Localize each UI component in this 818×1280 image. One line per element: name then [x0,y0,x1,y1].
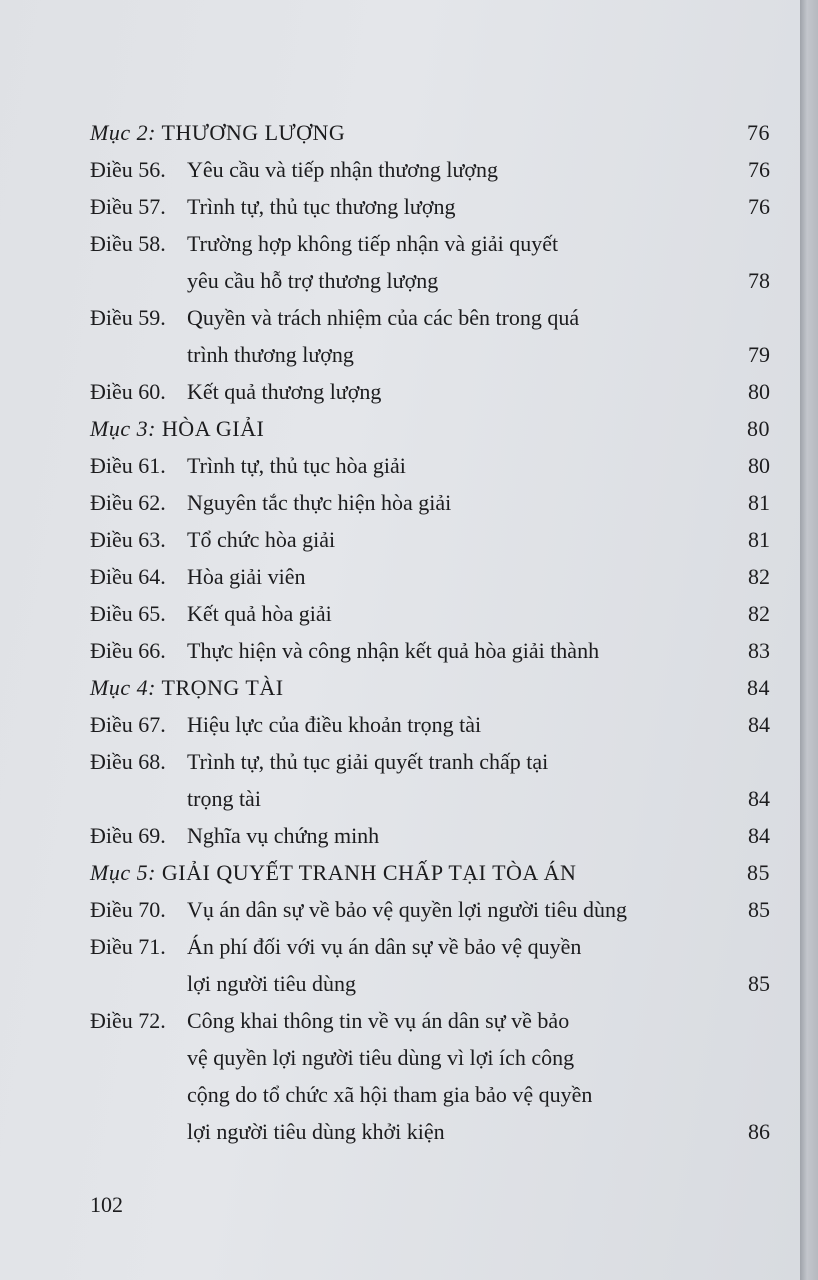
toc-entry [90,1002,770,1150]
toc-page-number: 85 [748,897,770,922]
article-title: Trường hợp không tiếp nhận và giải quyết [187,231,559,256]
article-number: Điều 62. [90,490,166,515]
toc-line [90,669,770,706]
article-title: Công khai thông tin về vụ án dân sự về bảo [187,1008,570,1033]
toc-line [90,484,770,521]
toc-section-heading [90,669,770,706]
toc-line [90,817,770,854]
article-title: Kết quả thương lượng [187,379,382,404]
toc-line [90,780,770,817]
toc-line [90,521,770,558]
article-title: Yêu cầu và tiếp nhận thương lượng [187,157,499,182]
toc-entry [90,299,770,373]
page-number: 102 [90,1192,123,1217]
toc-page-number: 81 [748,527,770,552]
article-title: Nguyên tắc thực hiện hòa giải [187,490,452,515]
article-title: Quyền và trách nhiệm của các bên trong quá [187,305,580,330]
article-title: Kết quả hòa giải [187,601,332,626]
toc-entry [90,632,770,669]
table-of-contents [90,114,770,1150]
toc-line [90,114,770,151]
toc-entry [90,928,770,1002]
toc-page-number: 78 [748,268,770,293]
toc-page-number: 84 [747,675,770,700]
toc-line [90,854,770,891]
toc-page-number: 84 [748,823,770,848]
article-number: Điều 56. [90,157,166,182]
section-label: Mục 3: [90,416,156,441]
toc-entry [90,188,770,225]
toc-line [90,1076,770,1113]
toc-line [90,151,770,188]
toc-entry [90,151,770,188]
page-edge [800,0,818,1280]
article-number: Điều 57. [90,194,166,219]
toc-entry [90,484,770,521]
toc-line [90,743,770,780]
toc-entry [90,521,770,558]
toc-line [90,558,770,595]
toc-page-number: 76 [748,157,770,182]
section-label: Mục 5: [90,860,156,885]
article-title: Án phí đối với vụ án dân sự về bảo vệ quyền [187,934,582,959]
article-title: trọng tài [187,786,261,811]
toc-section-heading [90,854,770,891]
article-number: Điều 67. [90,712,166,737]
section-title: HÒA GIẢI [161,416,265,441]
toc-line [90,336,770,373]
article-number: Điều 71. [90,934,166,959]
toc-page-number: 85 [747,860,770,885]
toc-line [90,965,770,1002]
toc-line [90,706,770,743]
section-title: GIẢI QUYẾT TRANH CHẤP TẠI TÒA ÁN [161,860,577,885]
article-title: Trình tự, thủ tục giải quyết tranh chấp tại [187,749,549,774]
toc-line [90,928,770,965]
article-title: Thực hiện và công nhận kết quả hòa giải thành [187,638,600,663]
toc-line [90,225,770,262]
article-title: Tổ chức hòa giải [187,527,336,552]
article-number: Điều 63. [90,527,166,552]
toc-page-number: 84 [748,712,770,737]
toc-section-heading [90,114,770,151]
toc-line [90,1039,770,1076]
article-title: cộng do tổ chức xã hội tham gia bảo vệ quyền [187,1082,593,1107]
toc-line [90,891,770,928]
article-title: lợi người tiêu dùng [187,971,357,996]
article-title: Vụ án dân sự về bảo vệ quyền lợi người tiêu dùng [187,897,627,922]
toc-entry [90,225,770,299]
article-title: trình thương lượng [187,342,354,367]
toc-page-number: 80 [747,416,770,441]
toc-section-heading [90,410,770,447]
toc-entry [90,373,770,410]
toc-page-number: 80 [748,453,770,478]
toc-page-number: 82 [748,564,770,589]
toc-line [90,447,770,484]
toc-line [90,373,770,410]
article-number: Điều 59. [90,305,166,330]
article-title: lợi người tiêu dùng khởi kiện [187,1119,445,1144]
toc-page-number: 86 [748,1119,770,1144]
toc-line [90,1002,770,1039]
article-title: Nghĩa vụ chứng minh [187,823,380,848]
toc-line [90,262,770,299]
article-number: Điều 61. [90,453,166,478]
article-number: Điều 64. [90,564,166,589]
section-label: Mục 4: [90,675,156,700]
article-number: Điều 60. [90,379,166,404]
toc-page-number: 81 [748,490,770,515]
article-title: yêu cầu hỗ trợ thương lượng [187,268,439,293]
toc-page-number: 80 [748,379,770,404]
article-number: Điều 66. [90,638,166,663]
toc-entry [90,447,770,484]
toc-page-number: 83 [748,638,770,663]
article-number: Điều 70. [90,897,166,922]
toc-line [90,632,770,669]
toc-line [90,188,770,225]
toc-page-number: 82 [748,601,770,626]
article-title: Trình tự, thủ tục thương lượng [187,194,456,219]
toc-line [90,595,770,632]
article-number: Điều 68. [90,749,166,774]
section-title: THƯƠNG LƯỢNG [161,120,346,145]
article-number: Điều 69. [90,823,166,848]
toc-entry [90,595,770,632]
article-title: vệ quyền lợi người tiêu dùng vì lợi ích công [187,1045,575,1070]
toc-page-number: 84 [748,786,770,811]
toc-page-number: 76 [747,120,770,145]
toc-line [90,1113,770,1150]
article-title: Hiệu lực của điều khoản trọng tài [187,712,482,737]
article-number: Điều 58. [90,231,166,256]
toc-page-number: 85 [748,971,770,996]
toc-page-number: 79 [748,342,770,367]
toc-entry [90,817,770,854]
toc-line [90,410,770,447]
section-label: Mục 2: [90,120,156,145]
article-number: Điều 65. [90,601,166,626]
article-title: Trình tự, thủ tục hòa giải [187,453,406,478]
article-number: Điều 72. [90,1008,166,1033]
toc-entry [90,891,770,928]
section-title: TRỌNG TÀI [161,675,284,700]
toc-entry [90,558,770,595]
article-title: Hòa giải viên [187,564,306,589]
toc-entry [90,706,770,743]
toc-line [90,299,770,336]
toc-page-number: 76 [748,194,770,219]
toc-entry [90,743,770,817]
